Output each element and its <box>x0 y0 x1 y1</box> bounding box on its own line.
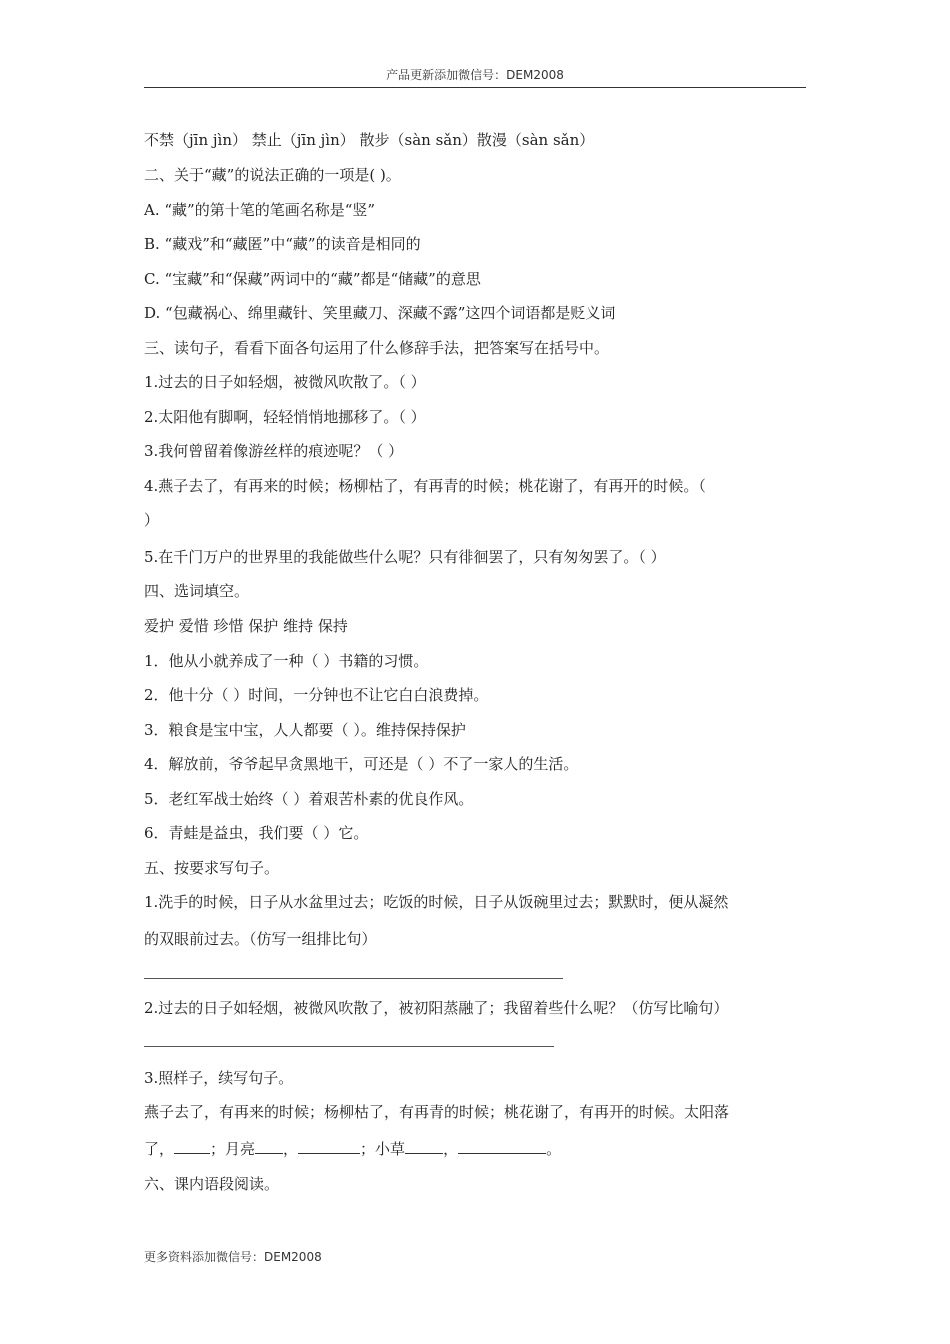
blank-moon-2[interactable] <box>298 1139 360 1154</box>
rhetoric-q5: 5.在千门万户的世界里的我能做些什么呢？只有徘徊罢了，只有匆匆罢了。（ ） <box>144 548 666 566</box>
fill-prefix: 了， <box>144 1140 175 1158</box>
fill-q6: 6．青蛙是益虫，我们要（ ）它。 <box>144 824 369 842</box>
fill-sep-moon: ；月亮 <box>210 1140 256 1158</box>
page-footer: 更多资料添加微信号：DEM2008 <box>144 1250 322 1264</box>
example-sentence: 燕子去了，有再来的时候；杨柳枯了，有再青的时候；桃花谢了，有再开的时候。太阳落 <box>144 1103 730 1121</box>
fill-end: 。 <box>546 1140 562 1158</box>
fill-sep-2: ， <box>283 1140 299 1158</box>
write-q2: 2.过去的日子如轻烟，被微风吹散了，被初阳蒸融了；我留着些什么呢？（仿写比喻句） <box>144 999 729 1017</box>
blank-grass-1[interactable] <box>405 1139 443 1154</box>
answer-line-2[interactable] <box>144 1046 554 1047</box>
section-4-heading: 四、选词填空。 <box>144 582 250 600</box>
option-c: C. “宝藏”和“保藏”两词中的“藏”都是“储藏”的意思 <box>144 270 481 288</box>
header-rule <box>144 87 806 88</box>
option-d: D. “包藏祸心、绵里藏针、笑里藏刀、深藏不露”这四个词语都是贬义词 <box>144 304 616 322</box>
fill-sep-4: ， <box>443 1140 459 1158</box>
rhetoric-q1: 1.过去的日子如轻烟，被微风吹散了。（ ） <box>144 373 426 391</box>
fill-q5: 5．老红军战士始终（ ）着艰苦朴素的优良作风。 <box>144 790 474 808</box>
blank-grass-2[interactable] <box>458 1139 546 1154</box>
section-5-heading: 五、按要求写句子。 <box>144 859 280 877</box>
rhetoric-q3: 3.我何曾留着像游丝样的痕迹呢？（ ） <box>144 442 404 460</box>
pinyin-line: 不禁（jīn jìn） 禁止（jīn jìn） 散步（sàn sǎn）散漫（sàn sǎn） <box>144 131 595 149</box>
rhetoric-q4-cont: ） <box>144 511 160 529</box>
section-6-heading: 六、课内语段阅读。 <box>144 1175 280 1193</box>
write-q1-cont: 的双眼前过去。（仿写一组排比句） <box>144 930 377 948</box>
blank-moon-1[interactable] <box>255 1139 283 1154</box>
fill-q4: 4．解放前，爷爷起早贪黑地干，可还是（ ）不了一家人的生活。 <box>144 755 579 773</box>
write-q1: 1.洗手的时候，日子从水盆里过去；吃饭的时候，日子从饭碗里过去；默默时，便从凝然 <box>144 893 729 911</box>
rhetoric-q2: 2.太阳他有脚啊，轻轻悄悄地挪移了。（ ） <box>144 408 426 426</box>
section-3-heading: 三、读句子，看看下面各句运用了什么修辞手法，把答案写在括号中。 <box>144 339 610 357</box>
blank-sun[interactable] <box>174 1139 210 1154</box>
page-header: 产品更新添加微信号：DEM2008 <box>386 68 564 82</box>
option-b: B. “藏戏”和“藏匿”中“藏”的读音是相同的 <box>144 235 421 253</box>
fill-q2: 2．他十分（ ）时间，一分钟也不让它白白浪费掉。 <box>144 686 489 704</box>
continue-sentence-line <box>144 1139 806 1159</box>
option-a: A. “藏”的第十笔的笔画名称是“竖” <box>144 201 376 219</box>
word-bank: 爱护 爱惜 珍惜 保护 维持 保持 <box>144 617 348 635</box>
rhetoric-q4: 4.燕子去了，有再来的时候；杨柳枯了，有再青的时候；桃花谢了，有再开的时候。（ <box>144 477 706 495</box>
section-2-heading: 二、关于“藏”的说法正确的一项是( )。 <box>144 166 401 184</box>
answer-line-1[interactable] <box>144 978 563 979</box>
fill-sep-grass: ；小草 <box>360 1140 406 1158</box>
fill-q3: 3．粮食是宝中宝，人人都要（ ）。维持保持保护 <box>144 721 466 739</box>
fill-q1: 1．他从小就养成了一种（ ）书籍的习惯。 <box>144 652 429 670</box>
write-q3: 3.照样子，续写句子。 <box>144 1069 294 1087</box>
